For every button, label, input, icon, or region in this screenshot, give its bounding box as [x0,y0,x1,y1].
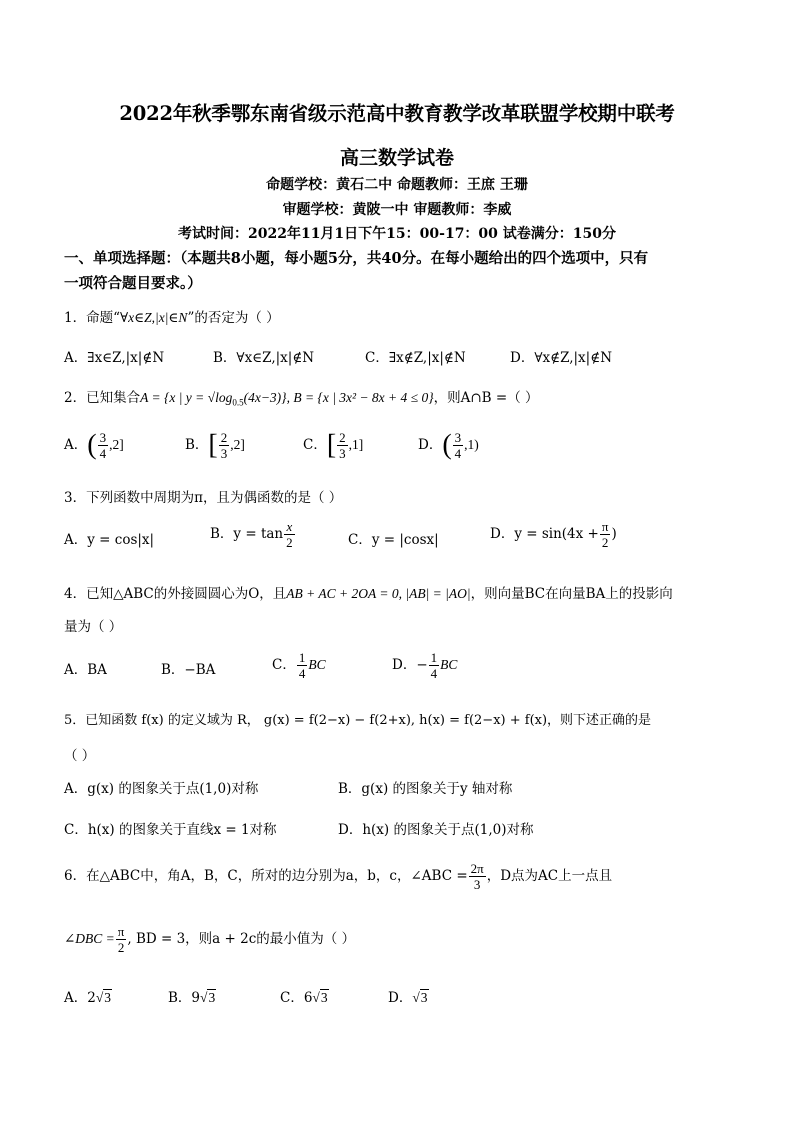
question-3-option-a: A．y = cos|x| [64,532,155,548]
q3-d-num: π [601,519,609,534]
q6-stem-post: ，D点为AC上一点且 [486,868,613,884]
author-line: 命题学校：黄石二中 命题教师：王庶 王珊 [266,177,528,193]
exam-subtitle: 高三数学试卷 [339,147,454,169]
q6-b-rad: 3 [208,990,216,1005]
q2-a-den: 4 [99,446,107,461]
question-6-stem-line2 [64,924,355,955]
question-5-stem: 5．已知函数 f(x) 的定义域为 R， g(x) = f(2−x) − f(2+x), h(x) = f(2−x) + f(x)，则下述正确的是 [64,713,652,728]
q2-c-label: C． [303,437,327,453]
q2-set-a-tail: (4x−3)} [243,390,287,405]
q2-b-tail: ,2] [230,437,245,452]
section-heading: 一、单项选择题：（本题共8小题，每小题5分，共40分。在每小题给出的四个选项中，只有 [64,250,649,267]
q6-line2-pre: ∠DBC = [64,931,115,946]
q2-stem-pre: 2．已知集合 [64,390,141,406]
q4-c-post: BC [308,657,326,672]
question-2-option-b: B．[ $\frac{2}{3}$ ,2] [185,429,245,461]
question-3-option-d [490,519,617,550]
q6-c-rad: 3 [320,990,328,1005]
q4-stem-pre: 4．已知△ABC的外接圆圆心为O，且 [64,586,287,602]
q6-stem-pre: 6．在△ABC中，角A，B，C，所对的边分别为a，b，c，∠ABC = [64,868,468,884]
q2-stem-post: ，则A∩B =（ ） [433,390,539,406]
q2-d-den: 4 [454,446,462,461]
q1-stem-math: ∀x∈Z,|x|∈N [120,310,188,325]
q4-c-num: 1 [298,650,306,665]
q4-stem-math: AB + AC + 2OA = 0, |AB| = |AO| [286,586,471,601]
q2-c-tail: ,1] [348,437,364,452]
q2-b-frac [219,430,230,461]
q4-d-num: 1 [430,650,438,665]
q6-line2-num: π [117,924,125,939]
question-4-option-d [392,650,457,681]
q4-c-den: 4 [298,666,306,681]
question-5-option-d: D．h(x) 的图象关于点(1,0)对称 [338,822,534,838]
q4-d-post: BC [440,657,458,672]
q3-b-num: x [284,519,295,535]
question-2-stem [64,386,539,408]
q6-stem-den: 3 [473,877,481,892]
question-3-stem: 3．下列函数中周期为π，且为偶函数的是（ ） [64,490,343,506]
question-5-option-a: A．g(x) 的图象关于点(1,0)对称 [64,781,259,797]
q2-b-num: 2 [220,430,228,445]
q6-stem-frac [469,861,486,892]
q4-d-den: 4 [430,666,438,681]
q2-a-num: 3 [99,430,107,445]
q6-stem-num: 2π [470,861,484,876]
q3-b-den: 2 [286,535,293,550]
q2-d-tail: ,1) [464,437,479,452]
question-2-option-c: C．[ $\frac{2}{3}$ ,1] [303,429,364,461]
q2-set-a: A = {x | y = √log [140,390,233,405]
q2-set-b: , B = {x | 3x² − 8x + 4 ≤ 0} [286,390,434,405]
q4-c-pre: C． [272,657,296,673]
question-4-stem [64,582,673,602]
q1-stem-pre: 1．命题“ [64,310,120,326]
question-5-option-b: B．g(x) 的图象关于y 轴对称 [338,781,513,797]
question-1-stem [64,306,280,326]
question-4-option-a: A．BA [64,662,107,678]
q2-a-tail: ,2] [109,437,124,452]
question-1-option-b: B．∀x∈Z,|x|∉N [213,350,315,366]
q2-a-label: A． [64,437,88,453]
reviewer-line: 审题学校：黄陂一中 审题教师：李威 [282,202,512,218]
q3-d-den: 2 [601,535,609,550]
question-1-option-c: C．∃x∉Z,|x|∉N [365,350,466,366]
question-5-option-c: C．h(x) 的图象关于直线x = 1对称 [64,822,277,838]
q2-b-label: B． [185,437,209,453]
question-1-option-d: D．∀x∉Z,|x|∉N [510,350,613,366]
q3-b-frac [284,519,295,550]
question-6-option-a: A．2√3 [64,990,112,1006]
q2-a-frac [98,430,109,461]
q2-d-num: 3 [454,430,462,445]
question-2-option-a: A．( $\frac{3}{4}$ ,2] [64,429,124,461]
q4-d-frac [429,650,440,681]
q2-log-base: 0.5 [232,397,244,408]
question-3-option-c: C．y = |cosx| [348,532,439,548]
q6-b-pre: B．9 [168,990,201,1006]
question-6-option-b: B．9√3 [168,990,216,1006]
q4-c-frac [297,650,308,681]
question-1-option-a: A．∃x∈Z,|x|∉N [64,350,165,366]
q2-d-label: D． [418,437,443,453]
q2-b-den: 3 [220,446,228,461]
q6-d-pre: D． [388,990,413,1006]
exam-time-line: 考试时间：2022年11月1日下午15：00-17：00 试卷满分：150分 [177,226,617,242]
question-5-stem-line2: （ ） [64,748,96,764]
question-6-option-c: C．6√3 [280,990,328,1006]
q4-stem-post: ，则向量BC在向量BA上的投影向 [470,586,673,602]
exam-title: 2022年秋季鄂东南省级示范高中教育教学改革联盟学校期中联考 [119,102,675,125]
section-heading-cont: 一项符合题目要求。） [64,275,202,292]
question-4-stem-line2: 量为（ ） [64,619,123,635]
question-3-option-b [210,519,296,550]
question-4-option-c [272,650,326,681]
q3-d-post: ) [611,526,617,542]
q6-a-pre: A．2 [64,990,96,1006]
q6-line2-den: 2 [117,940,125,955]
question-2-option-d: D．( $\frac{3}{4}$ ,1) [418,429,479,461]
q3-d-frac [600,519,611,550]
q6-line2-frac [116,924,127,955]
q6-d-rad: 3 [420,990,428,1005]
question-4-option-b: B．−BA [161,662,216,678]
question-6-option-d: D．√3 [388,990,428,1006]
q6-a-rad: 3 [104,990,112,1005]
q2-c-den: 3 [339,446,346,461]
q3-b-pre: B．y = tan [210,526,284,542]
q3-d-pre: D．y = sin(4x + [490,526,599,542]
q2-d-frac [453,430,464,461]
question-6-stem [64,861,612,892]
q6-c-pre: C．6 [280,990,313,1006]
q2-c-frac [337,430,348,461]
q2-c-num: 2 [339,430,346,445]
q6-line2-post: , BD = 3，则a + 2c的最小值为（ ） [127,931,356,947]
q1-stem-post: ”的否定为（ ） [187,310,280,326]
q4-d-pre: D．− [392,657,428,673]
